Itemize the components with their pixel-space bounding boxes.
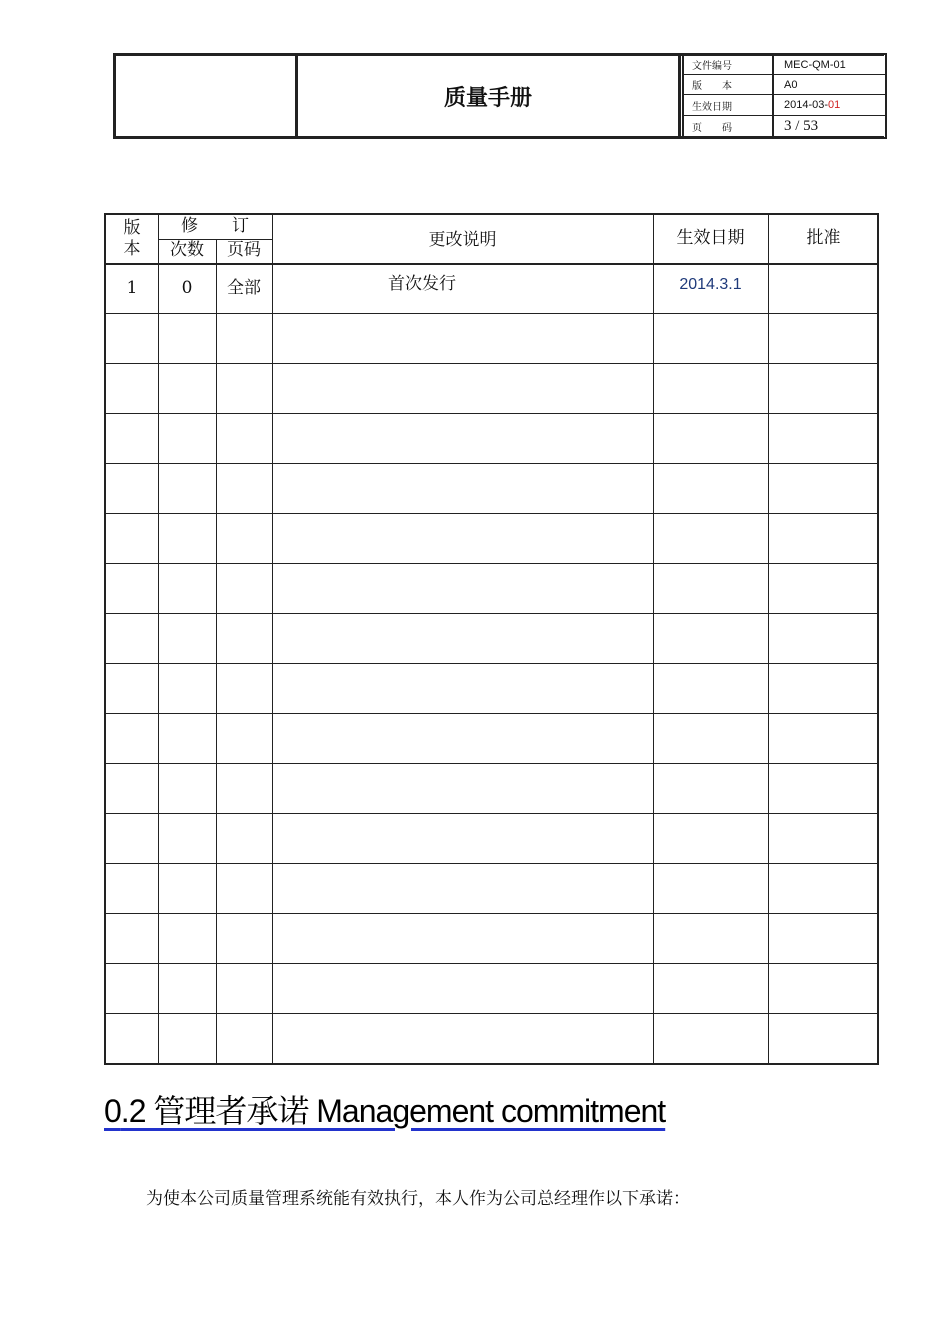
row-1-description: 首次发行 [388,274,456,295]
meta-row-version [684,75,885,95]
meta-value: 3 / 53 [784,118,819,134]
meta-row-effective-date [684,95,885,116]
section-number: 0 [104,1093,121,1129]
logo-area [116,56,298,136]
meta-row-doc-number [684,55,885,75]
meta-label: 生效日期 [684,95,774,115]
header-version: 版 本 [123,217,141,259]
meta-value [776,95,885,115]
row-1-effective-date: 2014.3.1 [679,276,742,293]
meta-row-page [684,116,885,137]
meta-label: 版 本 [684,75,774,94]
section-heading [104,1086,754,1132]
meta-value: A0 [784,78,798,91]
meta-value: MEC-QM-01 [784,58,846,71]
header-effective-date: 生效日期 [676,228,745,249]
document-title: 质量手册 [298,56,681,136]
row-1-version: 1 [126,278,138,299]
row-1-times: 0 [181,278,193,299]
row-1-approval [768,265,879,313]
header-pages: 页码 [227,240,261,261]
section-title-text: .2 管理者承诺 Management commitment [120,1093,666,1129]
document-meta-table [682,53,887,139]
document-header [113,53,884,139]
meta-value-main: 2014-03- [784,99,829,111]
meta-label: 文件编号 [684,55,774,74]
header-revision: 修 订 [181,216,249,237]
revision-table [104,213,879,1065]
meta-value-red: 01 [828,99,841,111]
header-times: 次数 [170,240,204,261]
row-1-pages: 全部 [227,278,261,299]
commitment-intro-paragraph: 为使本公司质量管理系统能有效执行，本人作为公司总经理作以下承诺： [146,1189,690,1209]
meta-label: 页 码 [684,116,774,137]
header-description: 更改说明 [428,230,497,251]
header-approval: 批准 [806,228,841,249]
